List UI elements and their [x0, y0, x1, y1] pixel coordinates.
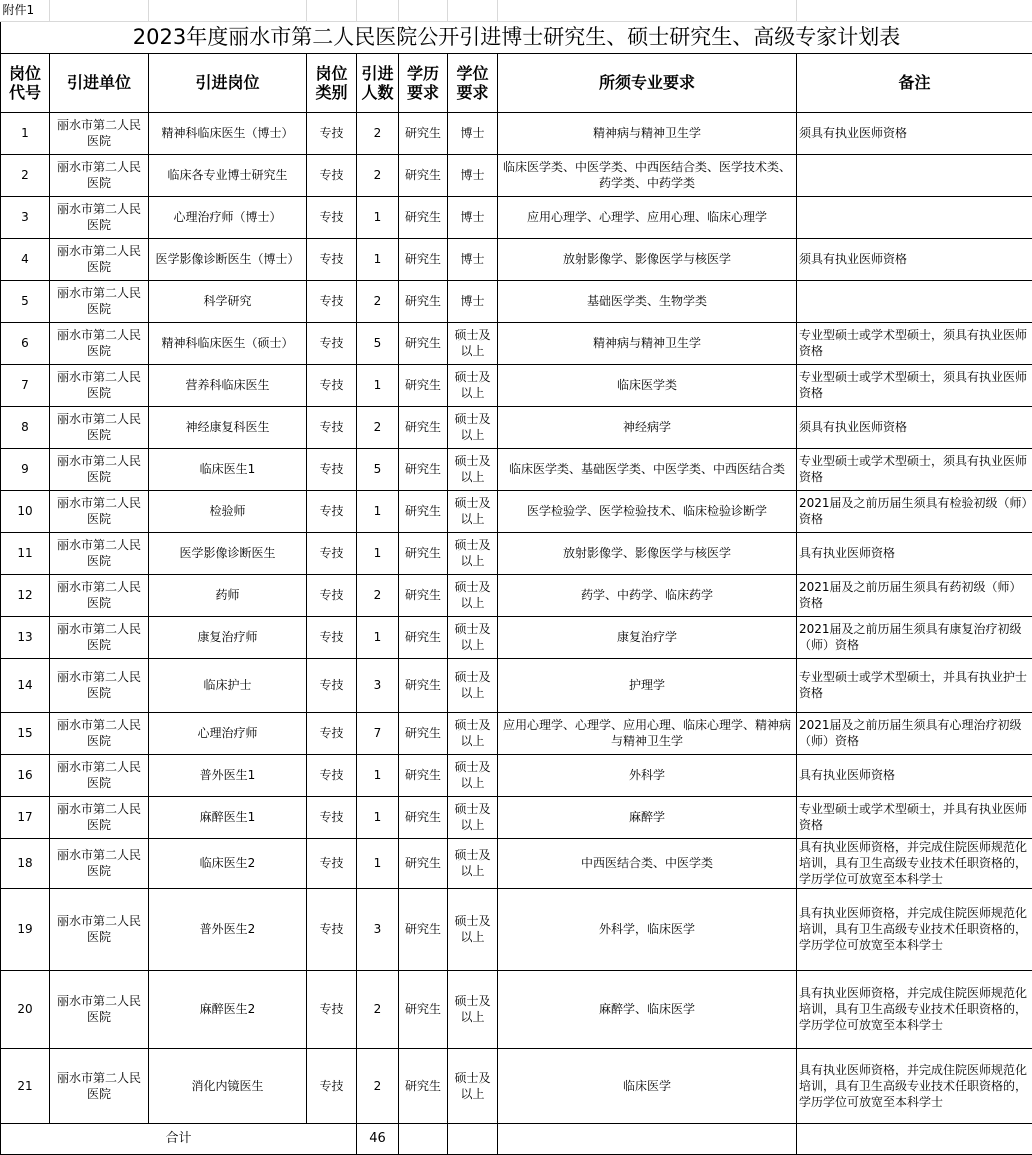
cell-note: 具有执业医师资格，并完成住院医师规范化培训，具有卫生高级专业技术任职资格的，学历学位可放宽至本科学士 — [797, 970, 1032, 1048]
cell-note: 2021届及之前历届生须具有药初级（师）资格 — [797, 574, 1032, 616]
cell-category: 专技 — [307, 574, 357, 616]
cell-post: 临床护士 — [149, 658, 307, 712]
cell-degree: 博士 — [448, 238, 498, 280]
table-row — [1, 406, 1032, 448]
empty-cell — [399, 1123, 448, 1154]
cell-education: 研究生 — [399, 616, 448, 658]
cell-unit: 丽水市第二人民医院 — [50, 970, 149, 1048]
cell-degree: 博士 — [448, 196, 498, 238]
cell-id: 11 — [1, 532, 50, 574]
cell-post: 心理治疗师 — [149, 712, 307, 754]
cell-id: 3 — [1, 196, 50, 238]
cell-post: 心理治疗师（博士） — [149, 196, 307, 238]
cell-post: 科学研究 — [149, 280, 307, 322]
cell-education: 研究生 — [399, 1048, 448, 1123]
column-header-major: 所须专业要求 — [498, 53, 797, 112]
cell-education: 研究生 — [399, 280, 448, 322]
cell-unit: 丽水市第二人民医院 — [50, 658, 149, 712]
empty-cell — [498, 1123, 797, 1154]
cell-unit: 丽水市第二人民医院 — [50, 154, 149, 196]
cell-category: 专技 — [307, 448, 357, 490]
cell-id: 16 — [1, 754, 50, 796]
cell-major: 神经病学 — [498, 406, 797, 448]
cell-unit: 丽水市第二人民医院 — [50, 838, 149, 888]
cell-post: 康复治疗师 — [149, 616, 307, 658]
cell-major: 精神病与精神卫生学 — [498, 112, 797, 154]
cell-major: 精神病与精神卫生学 — [498, 322, 797, 364]
cell-degree: 硕士及以上 — [448, 970, 498, 1048]
cell-post: 医学影像诊断医生（博士） — [149, 238, 307, 280]
cell-category: 专技 — [307, 154, 357, 196]
cell-note — [797, 196, 1032, 238]
cell-post: 医学影像诊断医生 — [149, 532, 307, 574]
cell-count: 5 — [357, 322, 399, 364]
cell-post: 临床医生2 — [149, 838, 307, 888]
cell-post: 神经康复科医生 — [149, 406, 307, 448]
cell-id: 9 — [1, 448, 50, 490]
cell-category: 专技 — [307, 754, 357, 796]
cell-note: 专业型硕士或学术型硕士，并具有执业护士资格 — [797, 658, 1032, 712]
cell-category: 专技 — [307, 364, 357, 406]
cell-education: 研究生 — [399, 574, 448, 616]
cell-unit: 丽水市第二人民医院 — [50, 196, 149, 238]
cell-education: 研究生 — [399, 970, 448, 1048]
cell-unit: 丽水市第二人民医院 — [50, 448, 149, 490]
cell-degree: 硕士及以上 — [448, 406, 498, 448]
empty-cell — [448, 1123, 498, 1154]
table-row — [1, 754, 1032, 796]
table-row — [1, 322, 1032, 364]
cell-major: 护理学 — [498, 658, 797, 712]
column-header-post: 引进岗位 — [149, 53, 307, 112]
cell-id: 19 — [1, 888, 50, 970]
cell-post: 普外医生2 — [149, 888, 307, 970]
table-row — [1, 490, 1032, 532]
cell-count: 2 — [357, 574, 399, 616]
cell-post: 麻醉医生2 — [149, 970, 307, 1048]
cell-count: 2 — [357, 112, 399, 154]
cell-note — [797, 280, 1032, 322]
cell-education: 研究生 — [399, 658, 448, 712]
cell-major: 临床医学类、中医学类、中西医结合类、医学技术类、药学类、中药学类 — [498, 154, 797, 196]
table-row — [1, 238, 1032, 280]
cell-category: 专技 — [307, 712, 357, 754]
cell-degree: 硕士及以上 — [448, 448, 498, 490]
cell-note: 专业型硕士或学术型硕士，须具有执业医师资格 — [797, 448, 1032, 490]
cell-count: 1 — [357, 796, 399, 838]
cell-degree: 硕士及以上 — [448, 658, 498, 712]
table-row — [1, 796, 1032, 838]
cell-count: 1 — [357, 238, 399, 280]
table-row — [1, 448, 1032, 490]
cell-category: 专技 — [307, 406, 357, 448]
cell-count: 1 — [357, 754, 399, 796]
cell-count: 1 — [357, 196, 399, 238]
cell-post: 消化内镜医生 — [149, 1048, 307, 1123]
table-row — [1, 364, 1032, 406]
cell-major: 放射影像学、影像医学与核医学 — [498, 238, 797, 280]
cell-note: 专业型硕士或学术型硕士，须具有执业医师资格 — [797, 322, 1032, 364]
cell-post: 麻醉医生1 — [149, 796, 307, 838]
cell-category: 专技 — [307, 238, 357, 280]
cell-category: 专技 — [307, 970, 357, 1048]
cell-major: 外科学 — [498, 754, 797, 796]
cell-count: 2 — [357, 280, 399, 322]
table-row — [1, 154, 1032, 196]
cell-unit: 丽水市第二人民医院 — [50, 888, 149, 970]
cell-degree: 博士 — [448, 280, 498, 322]
cell-major: 药学、中药学、临床药学 — [498, 574, 797, 616]
cell-id: 17 — [1, 796, 50, 838]
cell-degree: 硕士及以上 — [448, 616, 498, 658]
cell-count: 2 — [357, 406, 399, 448]
cell-id: 20 — [1, 970, 50, 1048]
cell-major: 应用心理学、心理学、应用心理、临床心理学、精神病与精神卫生学 — [498, 712, 797, 754]
cell-degree: 硕士及以上 — [448, 490, 498, 532]
cell-id: 5 — [1, 280, 50, 322]
page-title: 2023年度丽水市第二人民医院公开引进博士研究生、硕士研究生、高级专家计划表 — [1, 21, 1032, 53]
cell-major: 医学检验学、医学检验技术、临床检验诊断学 — [498, 490, 797, 532]
cell-post: 普外医生1 — [149, 754, 307, 796]
cell-category: 专技 — [307, 616, 357, 658]
cell-category: 专技 — [307, 658, 357, 712]
cell-unit: 丽水市第二人民医院 — [50, 280, 149, 322]
cell-degree: 硕士及以上 — [448, 838, 498, 888]
cell-note: 2021届及之前历届生须具有康复治疗初级（师）资格 — [797, 616, 1032, 658]
cell-post: 临床各专业博士研究生 — [149, 154, 307, 196]
cell-major: 临床医学类、基础医学类、中医学类、中西医结合类 — [498, 448, 797, 490]
cell-unit: 丽水市第二人民医院 — [50, 322, 149, 364]
cell-count: 1 — [357, 532, 399, 574]
cell-id: 1 — [1, 112, 50, 154]
cell-count: 2 — [357, 970, 399, 1048]
cell-degree: 硕士及以上 — [448, 574, 498, 616]
cell-note: 具有执业医师资格 — [797, 532, 1032, 574]
cell-unit: 丽水市第二人民医院 — [50, 112, 149, 154]
cell-unit: 丽水市第二人民医院 — [50, 574, 149, 616]
cell-major: 应用心理学、心理学、应用心理、临床心理学 — [498, 196, 797, 238]
cell-category: 专技 — [307, 532, 357, 574]
cell-note: 专业型硕士或学术型硕士，须具有执业医师资格 — [797, 364, 1032, 406]
cell-note: 具有执业医师资格，并完成住院医师规范化培训，具有卫生高级专业技术任职资格的，学历学位可放宽至本科学士 — [797, 1048, 1032, 1123]
cell-note — [797, 154, 1032, 196]
cell-id: 13 — [1, 616, 50, 658]
cell-category: 专技 — [307, 112, 357, 154]
total-row — [1, 1123, 1032, 1154]
cell-major: 基础医学类、生物学类 — [498, 280, 797, 322]
cell-education: 研究生 — [399, 712, 448, 754]
cell-category: 专技 — [307, 838, 357, 888]
cell-count: 2 — [357, 1048, 399, 1123]
cell-post: 临床医生1 — [149, 448, 307, 490]
cell-category: 专技 — [307, 888, 357, 970]
cell-category: 专技 — [307, 1048, 357, 1123]
cell-id: 4 — [1, 238, 50, 280]
cell-education: 研究生 — [399, 406, 448, 448]
cell-note: 须具有执业医师资格 — [797, 112, 1032, 154]
table-row — [1, 1048, 1032, 1123]
cell-id: 12 — [1, 574, 50, 616]
cell-education: 研究生 — [399, 154, 448, 196]
cell-education: 研究生 — [399, 238, 448, 280]
cell-unit: 丽水市第二人民医院 — [50, 238, 149, 280]
cell-degree: 硕士及以上 — [448, 754, 498, 796]
cell-note: 具有执业医师资格，并完成住院医师规范化培训，具有卫生高级专业技术任职资格的，学历学位可放宽至本科学士 — [797, 888, 1032, 970]
cell-id: 15 — [1, 712, 50, 754]
cell-category: 专技 — [307, 280, 357, 322]
cell-degree: 硕士及以上 — [448, 712, 498, 754]
cell-id: 7 — [1, 364, 50, 406]
cell-count: 3 — [357, 888, 399, 970]
cell-post: 营养科临床医生 — [149, 364, 307, 406]
cell-degree: 硕士及以上 — [448, 364, 498, 406]
cell-degree: 硕士及以上 — [448, 1048, 498, 1123]
cell-note: 2021届及之前历届生须具有心理治疗初级（师）资格 — [797, 712, 1032, 754]
cell-education: 研究生 — [399, 888, 448, 970]
cell-unit: 丽水市第二人民医院 — [50, 490, 149, 532]
cell-note: 须具有执业医师资格 — [797, 238, 1032, 280]
column-header-count: 引进人数 — [357, 53, 399, 112]
cell-major: 临床医学 — [498, 1048, 797, 1123]
cell-education: 研究生 — [399, 754, 448, 796]
table-row — [1, 888, 1032, 970]
cell-unit: 丽水市第二人民医院 — [50, 754, 149, 796]
cell-id: 21 — [1, 1048, 50, 1123]
cell-post: 检验师 — [149, 490, 307, 532]
cell-major: 外科学，临床医学 — [498, 888, 797, 970]
cell-unit: 丽水市第二人民医院 — [50, 712, 149, 754]
cell-count: 1 — [357, 364, 399, 406]
cell-id: 2 — [1, 154, 50, 196]
cell-education: 研究生 — [399, 364, 448, 406]
cell-education: 研究生 — [399, 796, 448, 838]
cell-education: 研究生 — [399, 490, 448, 532]
cell-unit: 丽水市第二人民医院 — [50, 406, 149, 448]
cell-degree: 博士 — [448, 154, 498, 196]
column-header-category: 岗位类别 — [307, 53, 357, 112]
cell-post: 精神科临床医生（博士） — [149, 112, 307, 154]
cell-unit: 丽水市第二人民医院 — [50, 532, 149, 574]
table-row — [1, 196, 1032, 238]
table-row — [1, 574, 1032, 616]
cell-post: 药师 — [149, 574, 307, 616]
cell-major: 麻醉学、临床医学 — [498, 970, 797, 1048]
column-header-degree: 学位要求 — [448, 53, 498, 112]
column-header-education: 学历要求 — [399, 53, 448, 112]
cell-degree: 硕士及以上 — [448, 322, 498, 364]
cell-degree: 硕士及以上 — [448, 888, 498, 970]
cell-degree: 硕士及以上 — [448, 796, 498, 838]
cell-category: 专技 — [307, 322, 357, 364]
cell-unit: 丽水市第二人民医院 — [50, 1048, 149, 1123]
cell-post: 精神科临床医生（硕士） — [149, 322, 307, 364]
cell-note: 具有执业医师资格，并完成住院医师规范化培训，具有卫生高级专业技术任职资格的，学历学位可放宽至本科学士 — [797, 838, 1032, 888]
cell-education: 研究生 — [399, 838, 448, 888]
cell-note: 须具有执业医师资格 — [797, 406, 1032, 448]
cell-degree: 硕士及以上 — [448, 532, 498, 574]
table-row — [1, 712, 1032, 754]
cell-category: 专技 — [307, 796, 357, 838]
cell-unit: 丽水市第二人民医院 — [50, 616, 149, 658]
cell-unit: 丽水市第二人民医院 — [50, 364, 149, 406]
annex-label: 附件1 — [1, 0, 50, 21]
cell-note: 具有执业医师资格 — [797, 754, 1032, 796]
cell-id: 8 — [1, 406, 50, 448]
cell-id: 6 — [1, 322, 50, 364]
cell-id: 10 — [1, 490, 50, 532]
cell-education: 研究生 — [399, 448, 448, 490]
empty-cell — [797, 1123, 1032, 1154]
cell-note: 2021届及之前历届生须具有检验初级（师）资格 — [797, 490, 1032, 532]
cell-count: 1 — [357, 616, 399, 658]
cell-note: 专业型硕士或学术型硕士，并具有执业医师资格 — [797, 796, 1032, 838]
cell-education: 研究生 — [399, 532, 448, 574]
total-label: 合计 — [1, 1123, 357, 1154]
cell-major: 康复治疗学 — [498, 616, 797, 658]
cell-count: 5 — [357, 448, 399, 490]
table-row — [1, 658, 1032, 712]
cell-major: 临床医学类 — [498, 364, 797, 406]
total-count: 46 — [357, 1123, 399, 1154]
column-header-id: 岗位代号 — [1, 53, 50, 112]
cell-count: 2 — [357, 154, 399, 196]
cell-major: 麻醉学 — [498, 796, 797, 838]
column-header-unit: 引进单位 — [50, 53, 149, 112]
table-row — [1, 280, 1032, 322]
table-row — [1, 616, 1032, 658]
cell-major: 放射影像学、影像医学与核医学 — [498, 532, 797, 574]
table-row — [1, 532, 1032, 574]
cell-unit: 丽水市第二人民医院 — [50, 796, 149, 838]
cell-count: 1 — [357, 490, 399, 532]
cell-category: 专技 — [307, 490, 357, 532]
cell-count: 1 — [357, 838, 399, 888]
cell-id: 14 — [1, 658, 50, 712]
cell-education: 研究生 — [399, 112, 448, 154]
column-header-note: 备注 — [797, 53, 1032, 112]
cell-degree: 博士 — [448, 112, 498, 154]
cell-education: 研究生 — [399, 196, 448, 238]
table-row — [1, 838, 1032, 888]
cell-count: 3 — [357, 658, 399, 712]
table-row — [1, 112, 1032, 154]
cell-major: 中西医结合类、中医学类 — [498, 838, 797, 888]
cell-category: 专技 — [307, 196, 357, 238]
table-row — [1, 970, 1032, 1048]
cell-education: 研究生 — [399, 322, 448, 364]
cell-count: 7 — [357, 712, 399, 754]
cell-id: 18 — [1, 838, 50, 888]
